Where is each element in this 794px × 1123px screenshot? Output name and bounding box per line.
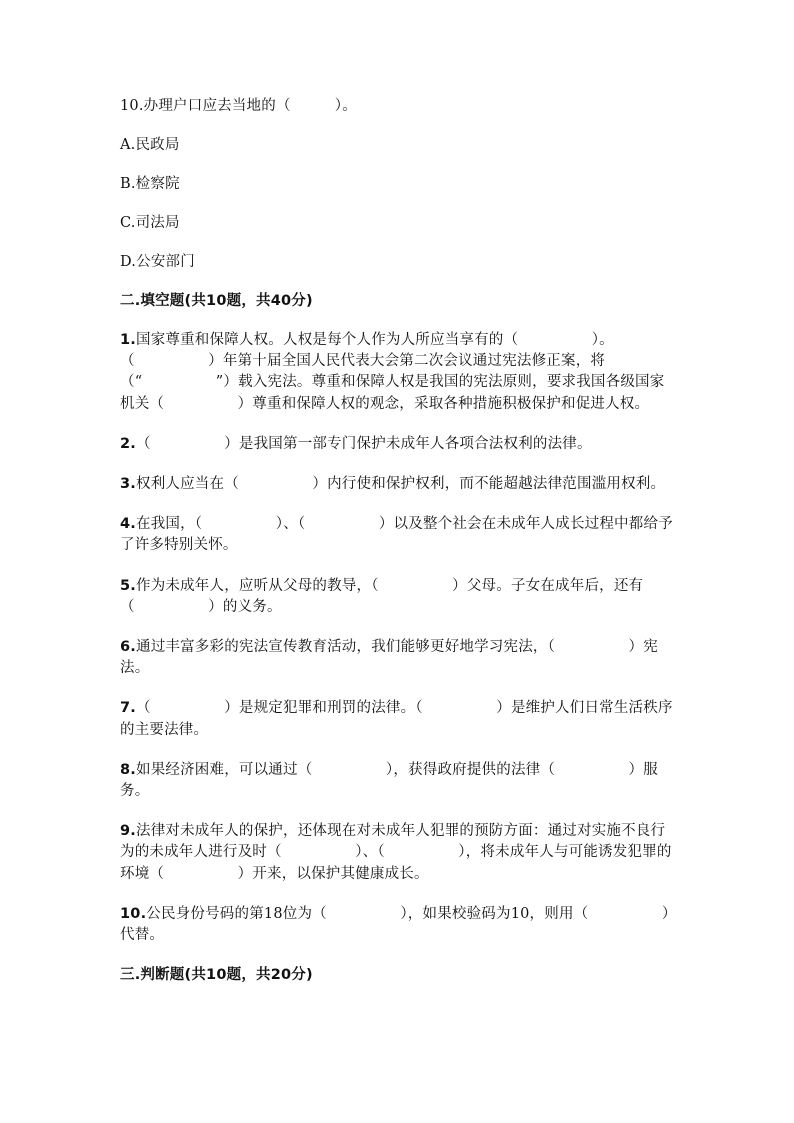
mc-option-b: B.检察院 [120, 176, 180, 192]
fill-question-1 [120, 330, 678, 415]
question-text: 权利人应当在（ ）内行使和保护权利，而不能超越法律范围滥用权利。 [136, 476, 666, 493]
fill-question-5 [120, 576, 678, 618]
exam-page [120, 96, 678, 985]
fill-question-4 [120, 514, 678, 556]
question-number: 4. [120, 516, 136, 533]
question-number: 3. [120, 476, 136, 493]
section-title-true-false: 三.判断题(共10题，共20分) [120, 967, 313, 984]
question-number: 7. [120, 700, 136, 717]
question-text: （ ）是规定犯罪和刑罚的法律。（ ）是维护人们日常生活秩序的主要法律。 [120, 700, 673, 738]
section-title-fill-in: 二.填空题(共10题，共40分) [120, 293, 313, 309]
question-text: 在我国，（ ）、（ ）以及整个社会在未成年人成长过程中都给予了许多特别关怀。 [120, 516, 673, 554]
question-number: 1. [120, 332, 136, 348]
question-number: 2. [120, 435, 136, 452]
fill-question-6 [120, 637, 678, 679]
mc-option-c: C.司法局 [120, 215, 180, 231]
fill-question-9 [120, 821, 678, 885]
question-number: 5. [120, 577, 136, 594]
fill-question-2 [120, 434, 678, 455]
question-text: 如果经济困难，可以通过（ ），获得政府提供的法律（ ）服务。 [120, 761, 658, 800]
question-number: 8. [120, 761, 136, 778]
question-text: 通过丰富多彩的宪法宣传教育活动，我们能够更好地学习宪法，（ ）宪法。 [120, 639, 658, 677]
question-number: 10. [120, 905, 147, 922]
fill-question-10 [120, 904, 678, 946]
question-text: 国家尊重和保障人权。人权是每个人作为人所应当享有的（ ）。（ ）年第十届全国人民代表大会第二次会议通过宪法修正案，将（“ ”）载入宪法。尊重和保障人权是我国的宪法原则，要求我国各级国家机关（ ）尊重和保障人权的观念，采取各种措施积极保护和促进人权。 [120, 332, 665, 412]
fill-question-3 [120, 474, 678, 495]
mc-option-d: D.公安部门 [120, 254, 195, 270]
question-number: 9. [120, 823, 136, 840]
mc-question-10-stem: 10.办理户口应去当地的（ ）。 [120, 98, 357, 114]
question-number: 6. [120, 639, 136, 656]
question-text: 公民身份号码的第18位为（ ），如果校验码为10，则用（ ）代替。 [120, 905, 677, 944]
mc-option-a: A.民政局 [120, 137, 180, 153]
question-text: （ ）是我国第一部专门保护未成年人各项合法权利的法律。 [136, 435, 592, 452]
question-text: 作为未成年人，应听从父母的教导，（ ）父母。子女在成年后，还有（ ）的义务。 [120, 577, 644, 615]
fill-question-7 [120, 698, 678, 740]
question-text: 法律对未成年人的保护，还体现在对未成年人犯罪的预防方面：通过对实施不良行为的未成年人进行及时（ ）、（ ），将未成年人与可能诱发犯罪的环境（ ）开来，以保护其健康成长。 [120, 823, 672, 882]
fill-question-8 [120, 760, 678, 802]
